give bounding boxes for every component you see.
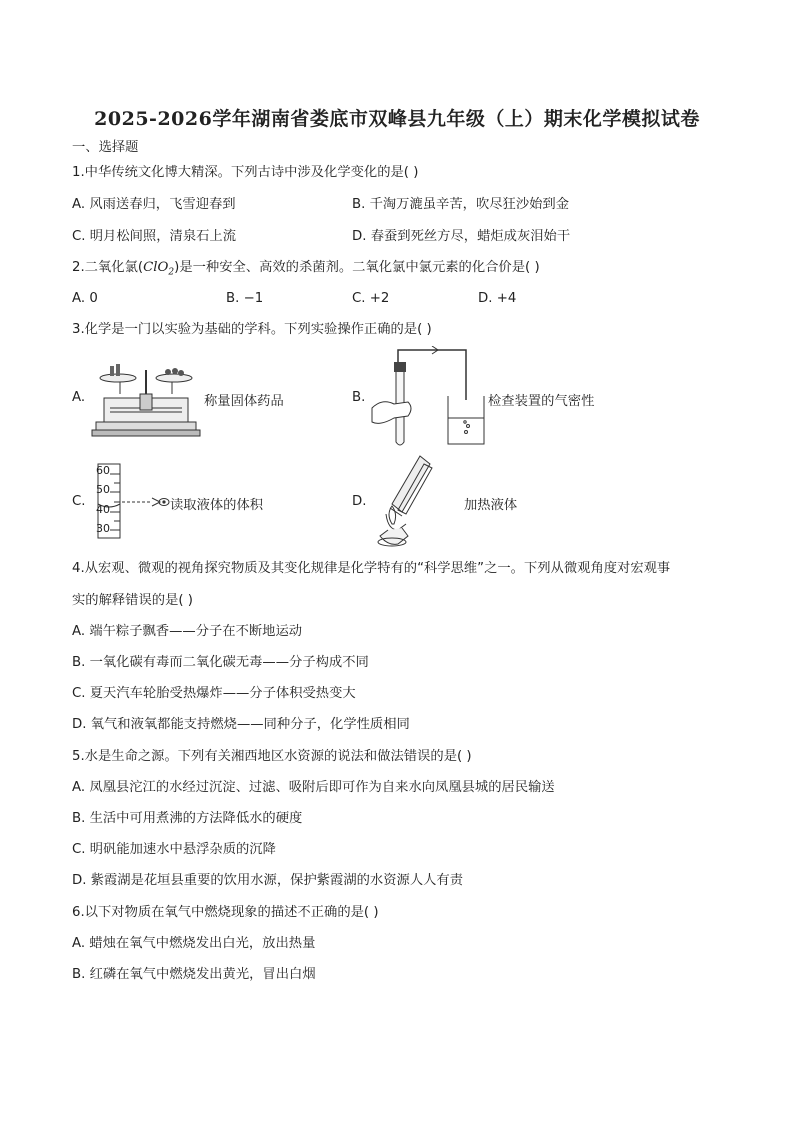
q3-option-a-label: 称量固体药品: [204, 394, 284, 409]
q1-option-c[interactable]: C. 明月松间照，清泉石上流: [72, 229, 237, 244]
cylinder-tick-30: 30: [96, 522, 110, 535]
q2-stem: [72, 259, 540, 282]
q3-option-b-letter[interactable]: B.: [352, 390, 366, 405]
cylinder-tick-50: 50: [96, 483, 110, 496]
q4-option-b[interactable]: B. 一氧化碳有毒而二氧化碳无毒——分子构成不同: [72, 655, 369, 670]
heating-figure: [366, 454, 456, 550]
q4-option-d[interactable]: D. 氧气和液氧都能支持燃烧——同种分子，化学性质相同: [72, 717, 410, 732]
q6-option-a[interactable]: A. 蜡烛在氧气中燃烧发出白光，放出热量: [72, 936, 316, 951]
q2-option-b[interactable]: B. −1: [226, 291, 264, 306]
q3-option-b-label: 检查装置的气密性: [488, 394, 595, 409]
q3-option-a-letter[interactable]: A.: [72, 390, 86, 405]
q5-option-a[interactable]: A. 凤凰县沱江的水经过沉淀、过滤、吸附后即可作为自来水向凤凰县城的居民输送: [72, 780, 555, 795]
q5-option-b[interactable]: B. 生活中可用煮沸的方法降低水的硬度: [72, 811, 303, 826]
q1-option-d[interactable]: D. 春蚕到死丝方尽，蜡炬成灰泪始干: [352, 229, 571, 244]
q4-stem-line1: 4.从宏观、微观的视角探究物质及其变化规律是化学特有的“科学思维”之一。下列从微观角度对宏观事: [72, 561, 671, 576]
q6-option-b[interactable]: B. 红磷在氧气中燃烧发出黄光，冒出白烟: [72, 967, 316, 982]
q2-formula: [143, 260, 175, 278]
q2-formula-main: ClO: [143, 260, 169, 275]
q2-stem-pre: 2.二氧化氯(: [72, 260, 144, 275]
q5-option-c[interactable]: C. 明矾能加速水中悬浮杂质的沉降: [72, 842, 276, 857]
q4-stem-line2: 实的解释错误的是( ): [72, 593, 193, 608]
q4-option-c[interactable]: C. 夏天汽车轮胎受热爆炸——分子体积受热变大: [72, 686, 356, 701]
page-title: 2025-2026学年湖南省娄底市双峰县九年级（上）期末化学模拟试卷: [94, 108, 700, 130]
section-heading: 一、选择题: [72, 140, 139, 155]
q4-option-a[interactable]: A. 端午粽子飘香——分子在不断地运动: [72, 624, 303, 639]
q2-option-a[interactable]: A. 0: [72, 291, 98, 306]
q6-stem: 6.以下对物质在氧气中燃烧现象的描述不正确的是( ): [72, 905, 379, 920]
q5-option-d[interactable]: D. 紫霞湖是花垣县重要的饮用水源，保护紫霞湖的水资源人人有责: [72, 873, 464, 888]
q1-option-b[interactable]: B. 千淘万漉虽辛苦，吹尽狂沙始到金: [352, 197, 570, 212]
q1-option-a[interactable]: A. 风雨送春归，飞雪迎春到: [72, 197, 236, 212]
q3-option-d-letter[interactable]: D.: [352, 494, 367, 509]
q3-option-c-label: 读取液体的体积: [170, 498, 264, 513]
cylinder-tick-60: 60: [96, 464, 110, 477]
airtightness-figure: [368, 346, 486, 448]
q2-stem-post: )是一种安全、高效的杀菌剂。二氧化氯中氯元素的化合价是( ): [174, 260, 540, 275]
q3-option-d-label: 加热液体: [464, 498, 518, 513]
q1-stem: 1.中华传统文化博大精深。下列古诗中涉及化学变化的是( ): [72, 165, 419, 180]
q2-formula-sub: 2: [168, 267, 175, 278]
q5-stem: 5.水是生命之源。下列有关湘西地区水资源的说法和做法错误的是( ): [72, 749, 472, 764]
cylinder-tick-40: 40: [96, 503, 110, 516]
q2-option-d[interactable]: D. +4: [478, 291, 517, 306]
balance-figure: [90, 356, 202, 438]
q3-stem: 3.化学是一门以实验为基础的学科。下列实验操作正确的是( ): [72, 322, 432, 337]
q3-option-c-letter[interactable]: C.: [72, 494, 86, 509]
q2-option-c[interactable]: C. +2: [352, 291, 390, 306]
